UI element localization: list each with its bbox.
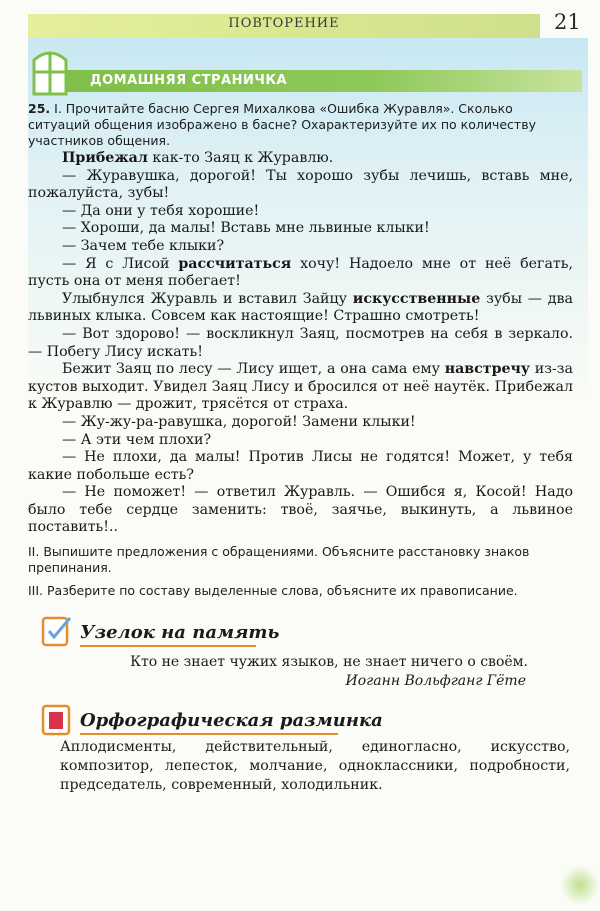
window-icon — [30, 44, 70, 96]
memo-underline — [80, 645, 256, 647]
memo-quote: Кто не знает чужих языков, не знает ничего о своём. — [130, 654, 528, 670]
checklist-icon — [40, 614, 74, 648]
banner-title: ДОМАШНЯЯ СТРАНИЧКА — [90, 73, 288, 88]
task-part-2: II. Выпишите предложения с обращениями. Объясните расстановку знаков препинания. — [28, 544, 530, 575]
task-part-3: III. Разберите по составу выделенные слова, объясните их правописание. — [28, 583, 518, 598]
memo-title: Узелок на память — [80, 622, 280, 643]
warmup-title: Орфографическая разминка — [80, 710, 383, 731]
fable-line: Прибежал как-то Заяц к Журавлю. — [62, 150, 334, 166]
fable-line: — Вот здорово! — воскликнул Заяц, посмотрев на себя в зеркало. — Побегу Лису искать! — [28, 325, 573, 360]
fable-line: — Журавушка, дорогой! Ты хорошо зубы лечишь, вставь мне, пожалуйста, зубы! — [28, 167, 573, 202]
fable-line: — Я с Лисой рассчитаться хочу! Надоело мне от неё бегать, пусть она от меня побегает! — [28, 255, 574, 290]
fable-line: Бежит Заяц по лесу — Лису ищет, а она сама ему навстречу из-за кустов выходит. Увидел Заяц Лису и бросился от неё наутёк. Прибежал к Журавлю — дрожит, трясётся от страха. — [28, 361, 573, 413]
notebook-icon — [40, 703, 74, 737]
fable-line: — Да они у тебя хорошие! — [62, 202, 260, 219]
fable-line: Улыбнулся Журавль и вставил Зайцу искусственные зубы — два львиных клыка. Совсем как настоящие! Страшно смотреть! — [28, 290, 573, 325]
task-number: 25. — [28, 101, 51, 116]
fable-line: — А эти чем плохи? — [62, 431, 212, 448]
memo-author: Иоганн Вольфганг Гёте — [345, 673, 526, 689]
page-number: 21 — [554, 10, 581, 34]
section-header-title: ПОВТОРЕНИЕ — [228, 16, 340, 31]
corner-decoration — [560, 865, 600, 905]
task-part-1: I. Прочитайте басню Сергея Михалкова «Ошибка Журавля». Сколько ситуаций общения изображено в басне? Охарактеризуйте их по количеству участников общения. — [28, 101, 536, 148]
fable-line: — Жу-жу-ра-равушка, дорогой! Замени клыки! — [62, 413, 416, 430]
warmup-words: Аплодисменты, действительный, единогласно, искусство, композитор, лепесток, молчание, одноклассники, подробности, председатель, современный, холодильник. — [60, 739, 570, 793]
task-text — [28, 101, 573, 149]
fable-line: — Зачем тебе клыки? — [62, 237, 225, 254]
warmup-underline — [80, 733, 338, 735]
fable-line: — Хороши, да малы! Вставь мне львиные клыки! — [62, 220, 430, 237]
fable-line: — Не плохи, да малы! Против Лисы не годятся! Может, у тебя какие побольше есть? — [28, 449, 573, 483]
fable-line: — Не поможет! — ответил Журавль. — Ошибся я, Косой! Надо было тебе сердце заменить: твоё, заячье, выкинуть, а львиное поставить!.. — [28, 484, 573, 536]
fable-text — [28, 150, 573, 537]
